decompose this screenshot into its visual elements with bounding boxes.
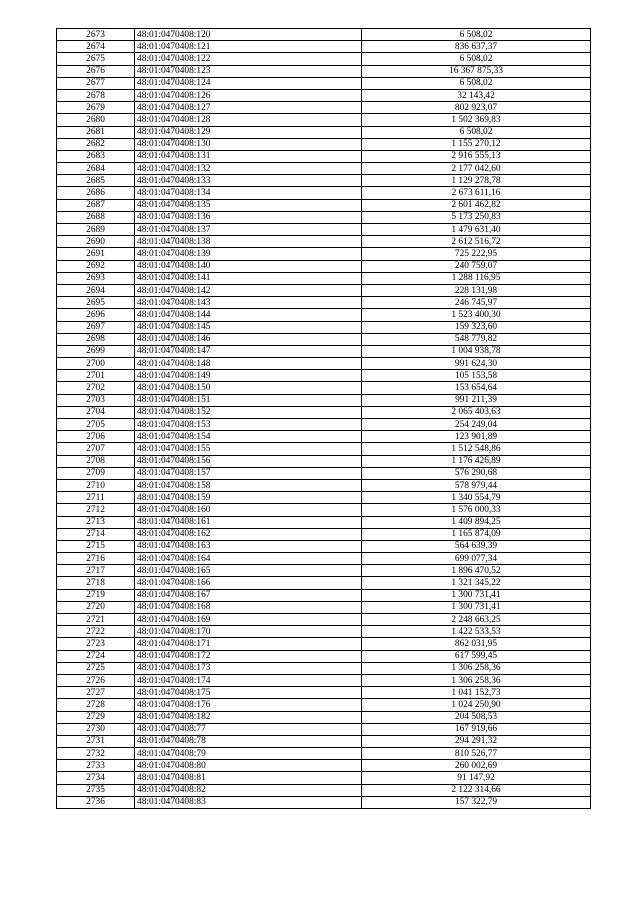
table-row	[57, 211, 591, 223]
cadastral-value-cell: 6 508,02	[362, 77, 591, 89]
cadastral-value-cell: 1 024 250,90	[362, 699, 591, 711]
cadastral-value-cell: 1 576 000,33	[362, 504, 591, 516]
table-row	[57, 796, 591, 808]
cadastral-value-cell: 991 624,30	[362, 358, 591, 370]
table-row	[57, 199, 591, 211]
cadastral-number-cell: 48:01:0470408:147	[135, 345, 362, 357]
table-row	[57, 540, 591, 552]
cadastral-number-cell: 48:01:0470408:80	[135, 760, 362, 772]
row-number-cell: 2730	[57, 723, 135, 735]
table-row	[57, 297, 591, 309]
table-row	[57, 224, 591, 236]
cadastral-value-table	[56, 28, 591, 809]
cadastral-number-cell: 48:01:0470408:140	[135, 260, 362, 272]
cadastral-number-cell: 48:01:0470408:77	[135, 723, 362, 735]
cadastral-number-cell: 48:01:0470408:124	[135, 77, 362, 89]
table-row	[57, 772, 591, 784]
cadastral-value-cell: 1 479 631,40	[362, 224, 591, 236]
cadastral-value-cell: 802 923,07	[362, 102, 591, 114]
cadastral-value-cell: 6 508,02	[362, 126, 591, 138]
cadastral-value-cell: 32 143,42	[362, 89, 591, 101]
cadastral-value-cell: 1 321 345,22	[362, 577, 591, 589]
cadastral-value-cell: 1 306 258,36	[362, 662, 591, 674]
cadastral-value-cell: 617 599,45	[362, 650, 591, 662]
table-row	[57, 614, 591, 626]
cadastral-value-cell: 2 612 516,72	[362, 236, 591, 248]
cadastral-value-cell: 246 745,97	[362, 297, 591, 309]
row-number-cell: 2677	[57, 77, 135, 89]
table-row	[57, 126, 591, 138]
table-row	[57, 565, 591, 577]
row-number-cell: 2686	[57, 187, 135, 199]
cadastral-number-cell: 48:01:0470408:142	[135, 284, 362, 296]
row-number-cell: 2707	[57, 443, 135, 455]
cadastral-value-cell: 1 409 894,25	[362, 516, 591, 528]
table-row	[57, 260, 591, 272]
row-number-cell: 2687	[57, 199, 135, 211]
cadastral-value-cell: 2 177 042,60	[362, 163, 591, 175]
row-number-cell: 2678	[57, 89, 135, 101]
cadastral-number-cell: 48:01:0470408:137	[135, 224, 362, 236]
cadastral-number-cell: 48:01:0470408:132	[135, 163, 362, 175]
row-number-cell: 2673	[57, 29, 135, 41]
cadastral-value-cell: 1 004 938,78	[362, 345, 591, 357]
row-number-cell: 2718	[57, 577, 135, 589]
cadastral-number-cell: 48:01:0470408:174	[135, 674, 362, 686]
cadastral-number-cell: 48:01:0470408:156	[135, 455, 362, 467]
table-row	[57, 163, 591, 175]
cadastral-value-cell: 1 340 554,79	[362, 492, 591, 504]
cadastral-value-cell: 157 322,79	[362, 796, 591, 808]
table-row	[57, 735, 591, 747]
table-row	[57, 455, 591, 467]
table-row	[57, 284, 591, 296]
cadastral-value-cell: 1 300 731,41	[362, 601, 591, 613]
row-number-cell: 2691	[57, 248, 135, 260]
cadastral-value-cell: 240 759,07	[362, 260, 591, 272]
table-row	[57, 321, 591, 333]
cadastral-value-cell: 2 065 403,63	[362, 406, 591, 418]
row-number-cell: 2721	[57, 614, 135, 626]
cadastral-number-cell: 48:01:0470408:127	[135, 102, 362, 114]
cadastral-value-cell: 1 422 533,53	[362, 626, 591, 638]
cadastral-number-cell: 48:01:0470408:167	[135, 589, 362, 601]
cadastral-value-cell: 167 919,66	[362, 723, 591, 735]
cadastral-number-cell: 48:01:0470408:133	[135, 175, 362, 187]
table-row	[57, 528, 591, 540]
cadastral-number-cell: 48:01:0470408:146	[135, 333, 362, 345]
table-row	[57, 41, 591, 53]
cadastral-value-cell: 699 077,34	[362, 553, 591, 565]
row-number-cell: 2726	[57, 674, 135, 686]
table-row	[57, 394, 591, 406]
cadastral-number-cell: 48:01:0470408:172	[135, 650, 362, 662]
cadastral-value-cell: 862 031,95	[362, 638, 591, 650]
cadastral-number-cell: 48:01:0470408:145	[135, 321, 362, 333]
cadastral-value-cell: 1 129 278,78	[362, 175, 591, 187]
cadastral-value-cell: 578 979,44	[362, 479, 591, 491]
cadastral-number-cell: 48:01:0470408:130	[135, 138, 362, 150]
row-number-cell: 2735	[57, 784, 135, 796]
cadastral-number-cell: 48:01:0470408:160	[135, 504, 362, 516]
table-row	[57, 638, 591, 650]
table-body	[57, 29, 591, 809]
table-row	[57, 784, 591, 796]
table-row	[57, 248, 591, 260]
table-row	[57, 77, 591, 89]
cadastral-number-cell: 48:01:0470408:163	[135, 540, 362, 552]
table-row	[57, 114, 591, 126]
cadastral-number-cell: 48:01:0470408:121	[135, 41, 362, 53]
cadastral-value-cell: 153 654,64	[362, 382, 591, 394]
cadastral-value-cell: 1 512 548,86	[362, 443, 591, 455]
row-number-cell: 2729	[57, 711, 135, 723]
row-number-cell: 2725	[57, 662, 135, 674]
row-number-cell: 2700	[57, 358, 135, 370]
row-number-cell: 2693	[57, 272, 135, 284]
row-number-cell: 2701	[57, 370, 135, 382]
cadastral-value-cell: 294 291,32	[362, 735, 591, 747]
cadastral-value-cell: 16 367 875,33	[362, 65, 591, 77]
cadastral-number-cell: 48:01:0470408:126	[135, 89, 362, 101]
cadastral-number-cell: 48:01:0470408:120	[135, 29, 362, 41]
table-row	[57, 650, 591, 662]
cadastral-value-cell: 159 323,60	[362, 321, 591, 333]
cadastral-value-cell: 564 639,39	[362, 540, 591, 552]
row-number-cell: 2712	[57, 504, 135, 516]
cadastral-number-cell: 48:01:0470408:168	[135, 601, 362, 613]
table-row	[57, 674, 591, 686]
cadastral-value-cell: 123 901,89	[362, 431, 591, 443]
row-number-cell: 2704	[57, 406, 135, 418]
table-row	[57, 175, 591, 187]
row-number-cell: 2692	[57, 260, 135, 272]
row-number-cell: 2703	[57, 394, 135, 406]
row-number-cell: 2698	[57, 333, 135, 345]
cadastral-number-cell: 48:01:0470408:82	[135, 784, 362, 796]
cadastral-value-cell: 576 290,68	[362, 467, 591, 479]
cadastral-value-cell: 2 601 462,82	[362, 199, 591, 211]
row-number-cell: 2690	[57, 236, 135, 248]
cadastral-value-cell: 2 673 611,16	[362, 187, 591, 199]
table-row	[57, 29, 591, 41]
row-number-cell: 2720	[57, 601, 135, 613]
cadastral-number-cell: 48:01:0470408:129	[135, 126, 362, 138]
row-number-cell: 2682	[57, 138, 135, 150]
cadastral-number-cell: 48:01:0470408:143	[135, 297, 362, 309]
row-number-cell: 2723	[57, 638, 135, 650]
row-number-cell: 2710	[57, 479, 135, 491]
table-row	[57, 687, 591, 699]
cadastral-number-cell: 48:01:0470408:138	[135, 236, 362, 248]
table-row	[57, 236, 591, 248]
cadastral-number-cell: 48:01:0470408:131	[135, 150, 362, 162]
cadastral-number-cell: 48:01:0470408:141	[135, 272, 362, 284]
row-number-cell: 2733	[57, 760, 135, 772]
table-row	[57, 358, 591, 370]
cadastral-value-cell: 1 306 258,36	[362, 674, 591, 686]
row-number-cell: 2702	[57, 382, 135, 394]
row-number-cell: 2674	[57, 41, 135, 53]
row-number-cell: 2714	[57, 528, 135, 540]
table-row	[57, 626, 591, 638]
cadastral-number-cell: 48:01:0470408:122	[135, 53, 362, 65]
row-number-cell: 2699	[57, 345, 135, 357]
table-row	[57, 699, 591, 711]
cadastral-number-cell: 48:01:0470408:152	[135, 406, 362, 418]
cadastral-number-cell: 48:01:0470408:162	[135, 528, 362, 540]
cadastral-number-cell: 48:01:0470408:136	[135, 211, 362, 223]
cadastral-number-cell: 48:01:0470408:173	[135, 662, 362, 674]
cadastral-value-cell: 105 153,58	[362, 370, 591, 382]
table-row	[57, 516, 591, 528]
table-row	[57, 711, 591, 723]
cadastral-value-cell: 91 147,92	[362, 772, 591, 784]
cadastral-number-cell: 48:01:0470408:151	[135, 394, 362, 406]
cadastral-number-cell: 48:01:0470408:149	[135, 370, 362, 382]
row-number-cell: 2728	[57, 699, 135, 711]
row-number-cell: 2708	[57, 455, 135, 467]
row-number-cell: 2676	[57, 65, 135, 77]
cadastral-value-cell: 1 896 470,52	[362, 565, 591, 577]
table-row	[57, 419, 591, 431]
cadastral-value-cell: 2 916 555,13	[362, 150, 591, 162]
cadastral-number-cell: 48:01:0470408:164	[135, 553, 362, 565]
table-row	[57, 102, 591, 114]
table-row	[57, 479, 591, 491]
cadastral-number-cell: 48:01:0470408:81	[135, 772, 362, 784]
row-number-cell: 2684	[57, 163, 135, 175]
cadastral-value-cell: 810 526,77	[362, 748, 591, 760]
cadastral-number-cell: 48:01:0470408:157	[135, 467, 362, 479]
row-number-cell: 2706	[57, 431, 135, 443]
cadastral-value-cell: 6 508,02	[362, 53, 591, 65]
table-row	[57, 467, 591, 479]
cadastral-value-cell: 1 502 369,83	[362, 114, 591, 126]
row-number-cell: 2732	[57, 748, 135, 760]
cadastral-value-cell: 204 508,53	[362, 711, 591, 723]
cadastral-number-cell: 48:01:0470408:166	[135, 577, 362, 589]
cadastral-value-cell: 5 173 250,83	[362, 211, 591, 223]
cadastral-number-cell: 48:01:0470408:158	[135, 479, 362, 491]
table-row	[57, 89, 591, 101]
table-row	[57, 333, 591, 345]
table-row	[57, 272, 591, 284]
table-row	[57, 431, 591, 443]
row-number-cell: 2716	[57, 553, 135, 565]
table-row	[57, 723, 591, 735]
cadastral-value-cell: 1 041 152,73	[362, 687, 591, 699]
row-number-cell: 2679	[57, 102, 135, 114]
table-row	[57, 504, 591, 516]
cadastral-value-cell: 725 222,95	[362, 248, 591, 260]
cadastral-value-cell: 1 288 116,95	[362, 272, 591, 284]
cadastral-number-cell: 48:01:0470408:144	[135, 309, 362, 321]
cadastral-value-cell: 2 248 663,25	[362, 614, 591, 626]
cadastral-value-cell: 836 637,37	[362, 41, 591, 53]
cadastral-number-cell: 48:01:0470408:78	[135, 735, 362, 747]
cadastral-value-cell: 254 249,04	[362, 419, 591, 431]
cadastral-number-cell: 48:01:0470408:150	[135, 382, 362, 394]
cadastral-number-cell: 48:01:0470408:171	[135, 638, 362, 650]
row-number-cell: 2724	[57, 650, 135, 662]
cadastral-number-cell: 48:01:0470408:154	[135, 431, 362, 443]
table-row	[57, 345, 591, 357]
cadastral-number-cell: 48:01:0470408:182	[135, 711, 362, 723]
cadastral-value-cell: 1 155 270,12	[362, 138, 591, 150]
row-number-cell: 2722	[57, 626, 135, 638]
row-number-cell: 2715	[57, 540, 135, 552]
row-number-cell: 2695	[57, 297, 135, 309]
cadastral-value-cell: 260 002,69	[362, 760, 591, 772]
row-number-cell: 2681	[57, 126, 135, 138]
row-number-cell: 2711	[57, 492, 135, 504]
table-row	[57, 53, 591, 65]
table-row	[57, 150, 591, 162]
cadastral-value-cell: 991 211,39	[362, 394, 591, 406]
table-row	[57, 309, 591, 321]
row-number-cell: 2709	[57, 467, 135, 479]
row-number-cell: 2680	[57, 114, 135, 126]
cadastral-number-cell: 48:01:0470408:79	[135, 748, 362, 760]
row-number-cell: 2683	[57, 150, 135, 162]
cadastral-number-cell: 48:01:0470408:176	[135, 699, 362, 711]
cadastral-number-cell: 48:01:0470408:83	[135, 796, 362, 808]
cadastral-value-cell: 228 131,98	[362, 284, 591, 296]
cadastral-number-cell: 48:01:0470408:159	[135, 492, 362, 504]
table-row	[57, 553, 591, 565]
row-number-cell: 2696	[57, 309, 135, 321]
table-row	[57, 187, 591, 199]
table-row	[57, 370, 591, 382]
table-row	[57, 748, 591, 760]
table-row	[57, 443, 591, 455]
row-number-cell: 2727	[57, 687, 135, 699]
cadastral-number-cell: 48:01:0470408:134	[135, 187, 362, 199]
cadastral-number-cell: 48:01:0470408:155	[135, 443, 362, 455]
row-number-cell: 2731	[57, 735, 135, 747]
table-row	[57, 589, 591, 601]
row-number-cell: 2688	[57, 211, 135, 223]
cadastral-number-cell: 48:01:0470408:153	[135, 419, 362, 431]
row-number-cell: 2705	[57, 419, 135, 431]
table-row	[57, 406, 591, 418]
cadastral-number-cell: 48:01:0470408:161	[135, 516, 362, 528]
table-row	[57, 492, 591, 504]
row-number-cell: 2689	[57, 224, 135, 236]
table-row	[57, 760, 591, 772]
cadastral-number-cell: 48:01:0470408:123	[135, 65, 362, 77]
cadastral-value-cell: 1 165 874,09	[362, 528, 591, 540]
cadastral-number-cell: 48:01:0470408:148	[135, 358, 362, 370]
table-row	[57, 577, 591, 589]
row-number-cell: 2719	[57, 589, 135, 601]
table-row	[57, 601, 591, 613]
row-number-cell: 2694	[57, 284, 135, 296]
cadastral-number-cell: 48:01:0470408:169	[135, 614, 362, 626]
row-number-cell: 2734	[57, 772, 135, 784]
cadastral-number-cell: 48:01:0470408:128	[135, 114, 362, 126]
cadastral-number-cell: 48:01:0470408:175	[135, 687, 362, 699]
row-number-cell: 2697	[57, 321, 135, 333]
cadastral-number-cell: 48:01:0470408:165	[135, 565, 362, 577]
cadastral-number-cell: 48:01:0470408:135	[135, 199, 362, 211]
row-number-cell: 2685	[57, 175, 135, 187]
cadastral-value-cell: 1 176 426,89	[362, 455, 591, 467]
cadastral-value-cell: 6 508,02	[362, 29, 591, 41]
row-number-cell: 2675	[57, 53, 135, 65]
table-row	[57, 382, 591, 394]
cadastral-value-cell: 548 779,82	[362, 333, 591, 345]
table-row	[57, 65, 591, 77]
table-row	[57, 138, 591, 150]
row-number-cell: 2717	[57, 565, 135, 577]
row-number-cell: 2736	[57, 796, 135, 808]
cadastral-value-cell: 1 523 400,30	[362, 309, 591, 321]
cadastral-number-cell: 48:01:0470408:139	[135, 248, 362, 260]
cadastral-number-cell: 48:01:0470408:170	[135, 626, 362, 638]
row-number-cell: 2713	[57, 516, 135, 528]
table-row	[57, 662, 591, 674]
cadastral-value-cell: 1 300 731,41	[362, 589, 591, 601]
cadastral-value-cell: 2 122 314,66	[362, 784, 591, 796]
